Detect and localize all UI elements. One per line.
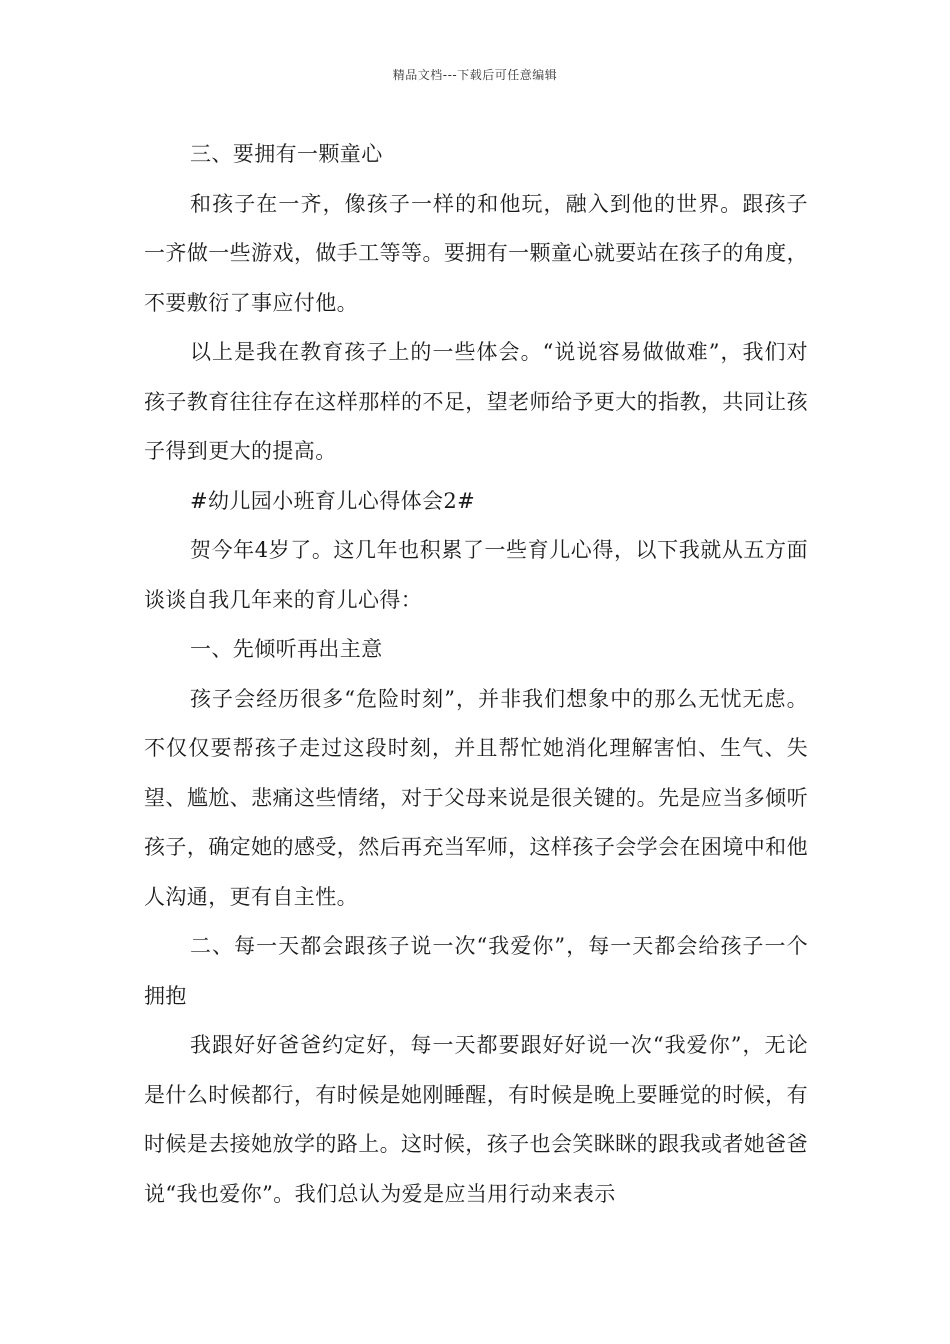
body-paragraph: 以上是我在教育孩子上的一些体会。“说说容易做做难”，我们对孩子教育往往存在这样那样的不足，望老师给予更大的指教，共同让孩子得到更大的提高。: [144, 340, 808, 463]
body-paragraph: 贺今年4岁了。这几年也积累了一些育儿心得，以下我就从五方面谈谈自我几年来的育儿心得：: [144, 538, 808, 612]
section-heading: 三、要拥有一颗童心: [190, 142, 383, 166]
body-paragraph: 和孩子在一齐，像孩子一样的和他玩，融入到他的世界。跟孩子一齐做一些游戏，做手工等等。要拥有一颗童心就要站在孩子的角度，不要敷衍了事应付他。: [144, 191, 808, 315]
body-paragraph: 我跟好好爸爸约定好，每一天都要跟好好说一次“我爱你”，无论是什么时候都行，有时候是她刚睡醒，有时候是晚上要睡觉的时候，有时候是去接她放学的路上。这时候，孩子也会笑眯眯的跟我或者她爸爸说“我也爱你”。我们总认为爱是应当用行动来表示: [144, 1033, 808, 1206]
section-heading: 一、先倾听再出主意: [190, 637, 383, 661]
section-heading: 二、每一天都会跟孩子说一次“我爱你”，每一天都会给孩子一个拥抱: [144, 934, 808, 1008]
page-header: 精品文档---下载后可任意编辑: [392, 68, 558, 82]
document-body: [144, 130, 808, 1219]
body-paragraph: 孩子会经历很多“危险时刻”，并非我们想象中的那么无忧无虑。不仅仅要帮孩子走过这段时刻，并且帮忙她消化理解害怕、生气、失望、尴尬、悲痛这些情绪，对于父母来说是很关键的。先是应当多倾听孩子，确定她的感受，然后再充当军师，这样孩子会学会在困境中和他人沟通，更有自主性。: [144, 686, 808, 909]
article-title: #幼儿园小班育儿心得体会2#: [190, 488, 476, 513]
